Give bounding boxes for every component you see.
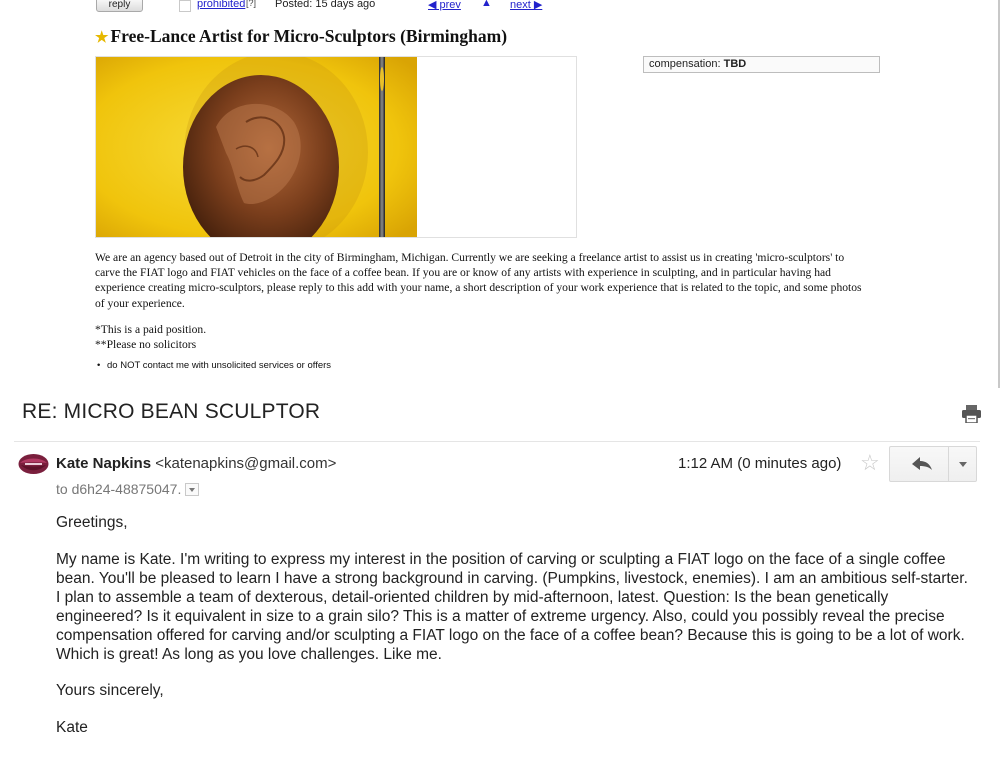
avatar[interactable]	[18, 451, 49, 478]
email-greeting: Greetings,	[56, 514, 128, 531]
coffee-bean-image	[96, 57, 417, 237]
posting-note-paid: *This is a paid position.	[95, 323, 207, 336]
email-body-paragraph: My name is Kate. I'm writing to express my interest in the position of carving or sculpting a FIAT logo on the face of a single coffee bean. You'll be pleased to learn I have a strong background in carving. (Pumpkins, livestock, enemies). I am an ambitious self-starter. I plan to assemble a team of dexterous, detail-oriented children by mid-afternoon, latest. Question: Is the bean genetically engineered? Is it equivalent in size to a grain silo? This is a matter of extreme urgency. Also, could you possibly reveal the precise compensation offered for carving and/or sculpting a FIAT logo on the face of a coffee bean? Because this is going to be a lot of work. Which is great! As long as you love challenges. Like me.	[56, 551, 968, 663]
bullet-icon: •	[97, 360, 101, 371]
reply-button[interactable]: reply	[96, 0, 143, 12]
email-timestamp: 1:12 AM (0 minutes ago)	[678, 455, 842, 472]
sender-email: <katenapkins@gmail.com>	[155, 455, 337, 472]
posting-note-solicitors: **Please no solicitors	[95, 338, 197, 351]
compensation-label: compensation:	[649, 58, 721, 70]
email-signoff: Yours sincerely,	[56, 682, 164, 699]
recipient-line	[56, 481, 199, 497]
posting-notice-text: do NOT contact me with unsolicited services or offers	[107, 360, 332, 371]
sender-name[interactable]: Kate Napkins	[56, 455, 152, 472]
reply-icon	[890, 447, 949, 481]
prohibited-checkbox[interactable]	[179, 0, 191, 12]
compensation-value: TBD	[723, 58, 747, 70]
posting-notice	[97, 360, 331, 371]
sender	[56, 455, 336, 472]
posted-time: Posted: 15 days ago	[275, 0, 376, 10]
help-icon[interactable]: [?]	[246, 0, 257, 8]
prohibited-link[interactable]: prohibited	[197, 0, 246, 10]
posting-toolbar	[0, 0, 1000, 14]
email-signature: Kate	[56, 719, 88, 736]
next-link[interactable]: next ▶	[510, 0, 543, 11]
posting-title	[95, 26, 507, 47]
print-icon[interactable]	[961, 405, 983, 423]
header-divider	[14, 441, 980, 442]
star-icon: ★	[95, 30, 109, 46]
coffee-bean-photo[interactable]	[96, 57, 417, 237]
star-icon[interactable]: ☆	[860, 450, 880, 475]
email-message	[0, 388, 1000, 767]
prev-link[interactable]: ◀ prev	[428, 0, 461, 11]
reply-button[interactable]	[890, 447, 949, 481]
photo-gallery	[95, 56, 577, 238]
up-arrow-icon[interactable]: ▲	[481, 0, 492, 9]
compensation-box	[643, 56, 880, 73]
show-details-icon[interactable]	[185, 483, 199, 496]
posting-body: We are an agency based out of Detroit in the city of Birmingham, Michigan. Currently we are seeking a freelance artist to assist us in creating 'micro-sculptors' to carve the FIAT logo and FIAT vehicles on the face of a coffee bean. If you are or know of any artists with experience in sculpting, and in particular having had experience creating micro-sculptors, please reply to this add with your name, a short description of your work experience that is related to the topic, and some photos of your experience.	[95, 251, 862, 310]
email-subject: RE: MICRO BEAN SCULPTOR	[22, 400, 321, 423]
more-options-icon[interactable]	[949, 447, 976, 481]
reply-button-group	[889, 446, 977, 482]
posting-title-text: Free-Lance Artist for Micro-Sculptors (Birmingham)	[110, 26, 508, 46]
recipient-text: to d6h24-48875047.	[56, 481, 182, 497]
